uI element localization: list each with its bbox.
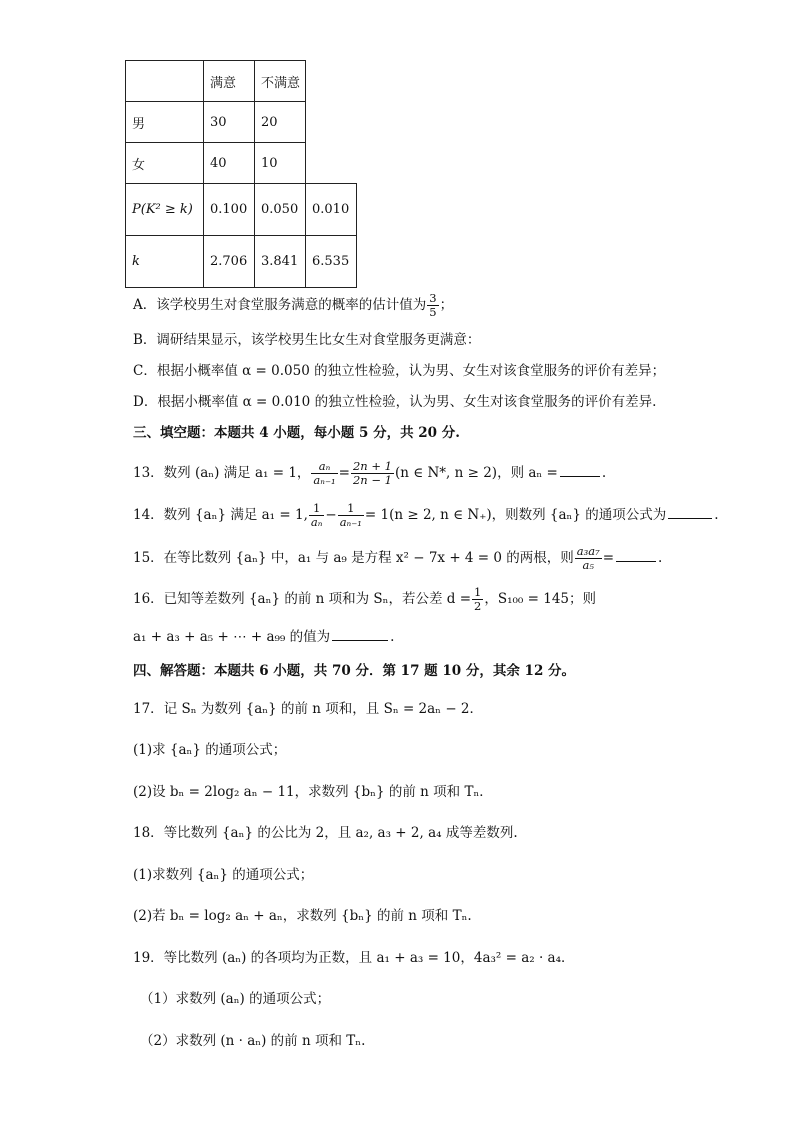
- question-19-part-2: （2）求数列 (n · aₙ) 的前 n 项和 Tₙ.: [140, 1033, 366, 1049]
- question-18-stem: 18．等比数列 {aₙ} 的公比为 2，且 a₂, a₃ + 2, a₄ 成等差数列.: [133, 825, 518, 841]
- section-heading-solutions: 四、解答题：本题共 6 小题，共 70 分．第 17 题 10 分，其余 12 分。: [133, 663, 576, 679]
- question-text: .: [714, 507, 719, 523]
- fraction-denominator: 2n − 1: [352, 473, 392, 487]
- fraction-numerator: 2n + 1: [352, 459, 392, 473]
- table-cell: 20: [255, 102, 306, 143]
- answer-blank: [668, 506, 712, 519]
- fraction-denominator: aₙ₋₁: [339, 515, 362, 529]
- table-cell: 10: [255, 143, 306, 184]
- statistics-table: [125, 60, 357, 288]
- table-row: [126, 102, 357, 143]
- question-text: ，S₁₀₀ = 145；则: [484, 591, 597, 607]
- fraction-numerator: aₙ: [311, 460, 337, 474]
- question-text: (n ∈ N*, n ≥ 2)，则 aₙ =: [394, 465, 558, 481]
- fraction-denominator: aₙ₋₁: [313, 473, 336, 487]
- table-row: [126, 236, 357, 288]
- section-heading-fill-in: 三、填空题：本题共 4 小题，每小题 5 分，共 20 分.: [133, 425, 460, 441]
- fraction: [311, 460, 337, 487]
- question-16: [133, 586, 596, 613]
- question-text: 15．在等比数列 {aₙ} 中，a₁ 与 a₉ 是方程 x² − 7x + 4 = 0 的两根，则: [133, 550, 574, 566]
- table-row: [126, 143, 357, 184]
- question-17-part-1: (1)求 {aₙ} 的通项公式；: [133, 742, 287, 758]
- fraction-denominator: a₅: [582, 558, 594, 572]
- table-cell: 40: [204, 143, 255, 184]
- fraction: [472, 586, 483, 613]
- answer-blank: [616, 549, 656, 562]
- question-19-part-1: （1）求数列 (aₙ) 的通项公式；: [140, 991, 331, 1007]
- fraction: [338, 502, 364, 529]
- fraction-denominator: 2: [474, 599, 482, 613]
- question-text: 16．已知等差数列 {aₙ} 的前 n 项和为 Sₙ，若公差 d =: [133, 591, 472, 607]
- table-cell: 女: [126, 143, 204, 184]
- fraction-denominator: 5: [429, 305, 437, 319]
- option-a-end: ；: [439, 297, 454, 313]
- fraction: [427, 292, 438, 319]
- table-cell-empty: [306, 102, 357, 143]
- question-18-part-2: (2)若 bₙ = log₂ aₙ + aₙ，求数列 {bₙ} 的前 n 项和 Tₙ.: [133, 908, 472, 924]
- fraction-numerator: 1: [309, 502, 325, 516]
- fraction: [309, 502, 325, 529]
- fraction-numerator: 1: [338, 502, 364, 516]
- option-b: B．调研结果显示，该学校男生比女生对食堂服务更满意：: [133, 332, 481, 348]
- answer-blank: [560, 464, 600, 477]
- minus-sign: −: [325, 507, 337, 523]
- table-cell: 30: [204, 102, 255, 143]
- question-text: .: [601, 465, 607, 481]
- question-13: [133, 460, 606, 487]
- table-cell-empty: [306, 143, 357, 184]
- question-text: 14．数列 {aₙ} 满足 a₁ = 1,: [133, 507, 308, 523]
- question-17-part-2: (2)设 bₙ = 2log₂ aₙ − 11，求数列 {bₙ} 的前 n 项和 Tₙ．: [133, 784, 493, 800]
- equals-sign: =: [602, 550, 615, 566]
- question-text: 13．数列 (aₙ) 满足 a₁ = 1，: [133, 465, 311, 481]
- question-14: [133, 502, 719, 529]
- option-a-text: A．该学校男生对食堂服务满意的概率的估计值为: [133, 297, 427, 313]
- table-row: [126, 184, 357, 236]
- table-header-row: [126, 61, 357, 102]
- question-text: = 1(n ≥ 2, n ∈ N₊)，则数列 {aₙ} 的通项公式为: [364, 507, 667, 523]
- fraction-numerator: a₃a₇: [576, 544, 600, 558]
- table-cell: 男: [126, 102, 204, 143]
- question-16-continued: [133, 627, 394, 647]
- table-cell: [126, 61, 204, 102]
- fraction-denominator: aₙ: [310, 515, 323, 529]
- equals-sign: =: [338, 465, 350, 481]
- fraction: [351, 460, 394, 487]
- table-cell: 0.050: [255, 184, 306, 236]
- option-d: D．根据小概率值 α = 0.010 的独立性检验，认为男、女生对该食堂服务的评价有差异.: [133, 394, 657, 410]
- option-c: C．根据小概率值 α = 0.050 的独立性检验，认为男、女生对该食堂服务的评价有差异；: [133, 363, 666, 379]
- table-cell: P(K² ≥ k): [126, 184, 204, 236]
- fraction-numerator: 3: [429, 291, 437, 305]
- table-cell: 6.535: [306, 236, 357, 288]
- option-a: [133, 292, 453, 319]
- table-cell: 3.841: [255, 236, 306, 288]
- table-cell: 满意: [204, 61, 255, 102]
- fraction-numerator: 1: [474, 585, 482, 599]
- question-text: .: [658, 550, 663, 566]
- table-cell: k: [126, 236, 204, 288]
- question-text: a₁ + a₃ + a₅ + ⋯ + a₉₉ 的值为: [133, 629, 331, 645]
- table-cell: 2.706: [204, 236, 255, 288]
- question-text: .: [390, 629, 395, 645]
- question-17-stem: 17．记 Sₙ 为数列 {aₙ} 的前 n 项和，且 Sₙ = 2aₙ − 2．: [133, 701, 484, 717]
- fraction: [575, 545, 602, 572]
- table-cell-empty: [306, 61, 357, 102]
- table-cell: 0.100: [204, 184, 255, 236]
- table-cell: 0.010: [306, 184, 357, 236]
- question-18-part-1: (1)求数列 {aₙ} 的通项公式；: [133, 867, 314, 883]
- table-cell: 不满意: [255, 61, 306, 102]
- question-19-stem: 19．等比数列 (aₙ) 的各项均为正数，且 a₁ + a₃ = 10，4a₃² = a₂ · a₄．: [133, 950, 575, 966]
- question-15: [133, 545, 662, 572]
- answer-blank: [332, 628, 388, 641]
